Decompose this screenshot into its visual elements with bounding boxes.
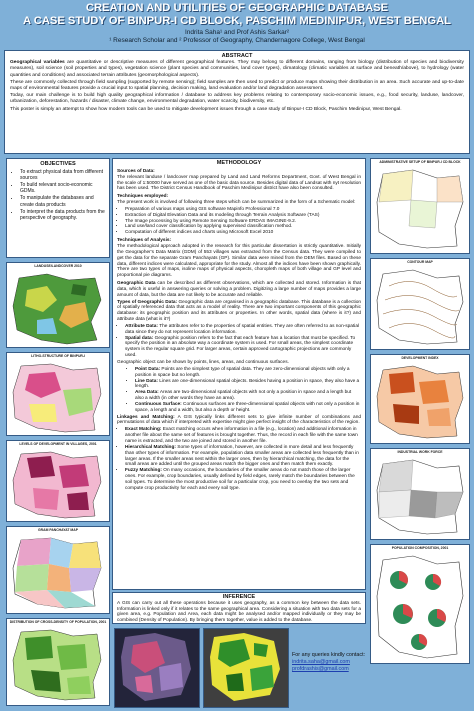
authors-block — [0, 29, 474, 45]
satellite-image — [114, 628, 200, 708]
line-data-item: • Line Data: Lines are one-dimensional spatial objects. Besides having a position in space, they also have a length. — [135, 379, 361, 391]
contour-map-image — [371, 266, 469, 350]
map-levels-of-development: LEVELS OF DEVELOPMENT IN VILLAGES, 2001 — [6, 440, 110, 522]
techniques-list — [117, 207, 361, 236]
linkages-paragraph: Linkages and Matching: A GIS typically links different sets to give infinite number of combinations and permutations of data which if interpreted with expertise might give perfect insight of the characteristics of the region. — [117, 414, 361, 426]
contact-email-2[interactable]: profdrashis@gmail.com — [292, 666, 349, 672]
matching-list — [117, 427, 361, 491]
sources-heading: Sources of Data: — [117, 168, 155, 174]
author-names: Indrita Saha¹ and Prof Ashis Sarkar² — [184, 29, 290, 36]
fuzzy-matching-item: • Fuzzy Matching: On many occasions, the boundaries of the smaller areas do not match those of the larger ones. For example, crop boundaries, usually defined by field edges, rarely match the boundaries between the soil types. To determine the most productive soil for a particular crop, you need to overlay the two sets and compute crop productivity for each and every soil type. — [125, 468, 361, 491]
satellite-image-picture — [115, 629, 199, 707]
industrial-map-image — [371, 456, 469, 540]
map-contour: CONTOUR MAP — [370, 258, 470, 350]
density-map-image — [7, 626, 109, 706]
author-affiliation: ¹ Research Scholar and ² Professor of Geography, Chandernagore College, West Bengal — [109, 37, 365, 44]
objectives-section — [6, 158, 110, 258]
object-types-list — [117, 367, 361, 414]
map-landuse-2010: LANDUSE/LANDCOVER 2010 — [6, 262, 110, 348]
abstract-term: Geographical variables — [10, 60, 65, 66]
development-map-image — [7, 448, 109, 522]
map-gram-panchayat: GRAM PANCHAYAT MAP — [6, 526, 110, 614]
gram-panchayat-map-image — [7, 534, 109, 614]
landuse-map-image — [7, 270, 109, 348]
exact-matching-item: • Exact Matching: Exact matching occurs when information in a file (e.g., location) and additional information in another file about the same set of features is brought together. Thus, the record in each file with the same town name is extracted, and the two are joined and stored in another file. — [125, 427, 361, 445]
poster-title — [0, 2, 474, 27]
surface-data-item: • Continuous Surface: Continuous surfaces are three-dimensional spatial objects with not only a position in space, a length and a width, but also a depth or height. — [135, 402, 361, 414]
map-administrative-setup: ADMINISTRATIVE SETUP OF BINPUR-I CD BLOCK — [370, 158, 470, 254]
objective-item: • To manipulate the databases and create data products — [20, 195, 105, 207]
map-development-index: DEVELOPMENT INDEX — [370, 354, 470, 444]
map-industrial-work-force: INDUSTRIAL WORK FORCE — [370, 448, 470, 540]
analysis-heading: Techniques of Analysis: — [117, 238, 172, 244]
methodology-section — [112, 158, 366, 590]
techniques-intro: The present work is involved of following three steps which can be summarized in the form of a Schematic model: — [117, 200, 356, 206]
abstract-paragraph-1: Geographical variables are quantitative or descriptive measures of different geographical features. They may belong to different domains, ranging from biology (distribution of species and biodiversity measures), soil science (soil properties and types), vegetation science (plant species and communities, land cover types), climatology (climatic variables at surface and beneath/above), to hydrology (water quantities and conditions) and associated terrain attributes (geomorphological aspects). — [10, 60, 464, 78]
contact-label: For any queries kindly contact: — [292, 652, 366, 658]
contact-block — [292, 652, 372, 673]
objective-item: • To build relevant socio-economic GDMs. — [20, 182, 105, 194]
point-data-item: • Point Data: Points are the simplest type of spatial data. They are zero-dimensional objects with only a position in space but no length. — [135, 367, 361, 379]
geographic-data-paragraph: Geographic Data can be described as different observations, which are collected and stored. Information is that data, which is useful in answering queries or solving a problem. Digitizing a large number of maps provides a large amount of data, but the data are not likely to be accurate and reliable. — [117, 281, 361, 298]
objectives-list — [11, 169, 105, 221]
objective-item: • To extract physical data from different sources — [20, 169, 105, 181]
map-population-composition: POPULATION COMPOSITION, 2001 — [370, 544, 470, 664]
title-line-2: A CASE STUDY OF BINPUR-I CD BLOCK, PASCHIM MEDINIPUR, WEST BENGAL — [22, 14, 452, 27]
methodology-heading: METHODOLOGY — [216, 160, 262, 166]
technique-item: • Land use/land cover classification by applying supervised classification method. — [125, 224, 361, 230]
development-index-map-image — [371, 362, 469, 444]
contact-email-1[interactable]: indrita.saha@gmail.com — [292, 659, 350, 665]
types-paragraph: Types of Geographic Data: Geographic data are organised in a geographic database. This database is a collection of spatially referenced data that acts as a model of reality. There are two important components of this geographic database: its geographic position and its attributes or properties. In other words, spatial data (where is it?) and attribute data (what is it?) — [117, 299, 362, 323]
area-data-item: • Area Data: Areas are two-dimensional spatial objects with not only a position in space and a length but also a width (in other words they have an area). — [135, 390, 361, 402]
analysis-text: The methodological approach adopted in the research for this particular dissertation is strictly quantitative. Initially the Geographer's Data Matrix (GDM) of 553 villages was extracted from the Census data. They were compiled to get the data for the separate Gram Panchayats (GP). Similar data were mined from the DEM files. Based on these data, different indices were calculated, appropriate for the study. Almost all the indices have been shown graphically. There are two types of maps, isoline maps of physical aspects, choropleth maps of both village and GP level and proportional pie diagrams. — [117, 243, 361, 279]
abstract-paragraph-2: These are commonly collected through field sampling (supported by remote sensing); field samples are then used to predict or produce maps showing their distribution in an area. Such accurate and up-to-date maps of environmental features provide a crucial input to spatial planning, decision making, land evaluation and/or land degradation assessment. — [10, 79, 464, 92]
technique-item: • The Image processing by using Remote Sensing Software ERDAS IMAGINE-9.2. — [125, 219, 361, 225]
abstract-heading: ABSTRACT — [221, 53, 253, 59]
map-litho-structure: LITHO-STRUCTURE OF BINPUR-I — [6, 352, 110, 436]
abstract-paragraph-3: Today, our main challenge is to build high quality geographical information / database to address key problems relating to contemporary socio-economic issues, e.g., food security, landuse, landcover, urbanization, deforestation, hazards / disaster, climate change, environmental degradation, water scarcity, biodiversity, etc. — [10, 93, 464, 105]
technique-item: • Preparation of various maps using GIS software Mapinfo Professional 7.0 — [125, 207, 361, 213]
objects-text: Geographic object can be shown by points, lines, areas, and continuous surfaces. — [117, 360, 289, 365]
administrative-map-image — [371, 166, 469, 254]
techniques-heading: Techniques employed: — [117, 194, 169, 200]
objective-item: • To interpret the data products from the perspective of geography. — [20, 209, 105, 221]
spatial-data-item: • Spatial data: Geographic position refers to the fact that each feature has a location that must be specified. To specify the position in an absolute way a coordinate system is used. For small areas, the simplest coordinate system is the regular square grid. For larger areas, certain approved cartographic projections are commonly used. — [125, 336, 361, 359]
title-line-1: CREATION AND UTILITIES OF GEOGRAPHIC DATABASE — [85, 2, 389, 14]
technique-item: • Computation of different indices and charts using Microsoft Excel 2010 — [125, 230, 361, 236]
technique-item: • Extraction of Digital Elevation Data and its modeling through Terrain Analysis Software (TAS) — [125, 213, 361, 219]
landcover-classified-image — [203, 628, 289, 708]
hierarchical-matching-item: • Hierarchical Matching: Some types of information, however, are collected in more detail and less frequently than other types of information. For example, population data smaller areas are collected less frequently than in larger areas. If the smaller areas nest within the larger ones, then by hierarchical matching, the data for the small areas are added until the grouped areas match the bigger ones and then match them exactly. — [125, 445, 361, 468]
inference-heading: INFERENCE — [222, 594, 256, 600]
abstract-paragraph-4: This poster is simply an attempt to show how modern tools can be used to mitigate development issues through a case study of Binpur-I CD Block, Paschim Medinipur, West Bengal. — [10, 106, 402, 112]
map-cross-density-population: DISTRIBUTION OF CROSS-DENSITY OF POPULATION, 2001 — [6, 618, 110, 706]
classified-image-picture — [204, 629, 288, 707]
objectives-heading: OBJECTIVES — [40, 161, 76, 167]
data-types-list — [117, 324, 361, 359]
litho-map-image — [7, 360, 109, 436]
population-map-image — [371, 552, 469, 664]
inference-section — [112, 592, 366, 624]
inference-text: A GIS can carry out all these operations because it uses geography, as a common key between the data sets. Information is linked only if it relates to the same geographical area. Considering a situation with two data sets for a given area, e.g. Population and Area, each data might be analysed and/or mapped individually or they may be combined (Density of Population). By bringing them together, value is added to the database. — [117, 600, 361, 624]
sources-text: The relevant landuse / landcover map prepared by Land and Land Reforms Department, Govt. of West Bengal in the scale of 1:50000 have served as one of the basic data source. Besides digital data of Landsat with nyt resolution has been used. The District Census Handbook of Paschim Medinipur district have also been consulted. — [117, 174, 361, 192]
attribute-data-item: • Attribute Data: The attributes refer to the properties of spatial entities. They are often referred to as non-spatial data since they do not represent location information. — [125, 324, 361, 336]
abstract-section — [4, 50, 470, 154]
